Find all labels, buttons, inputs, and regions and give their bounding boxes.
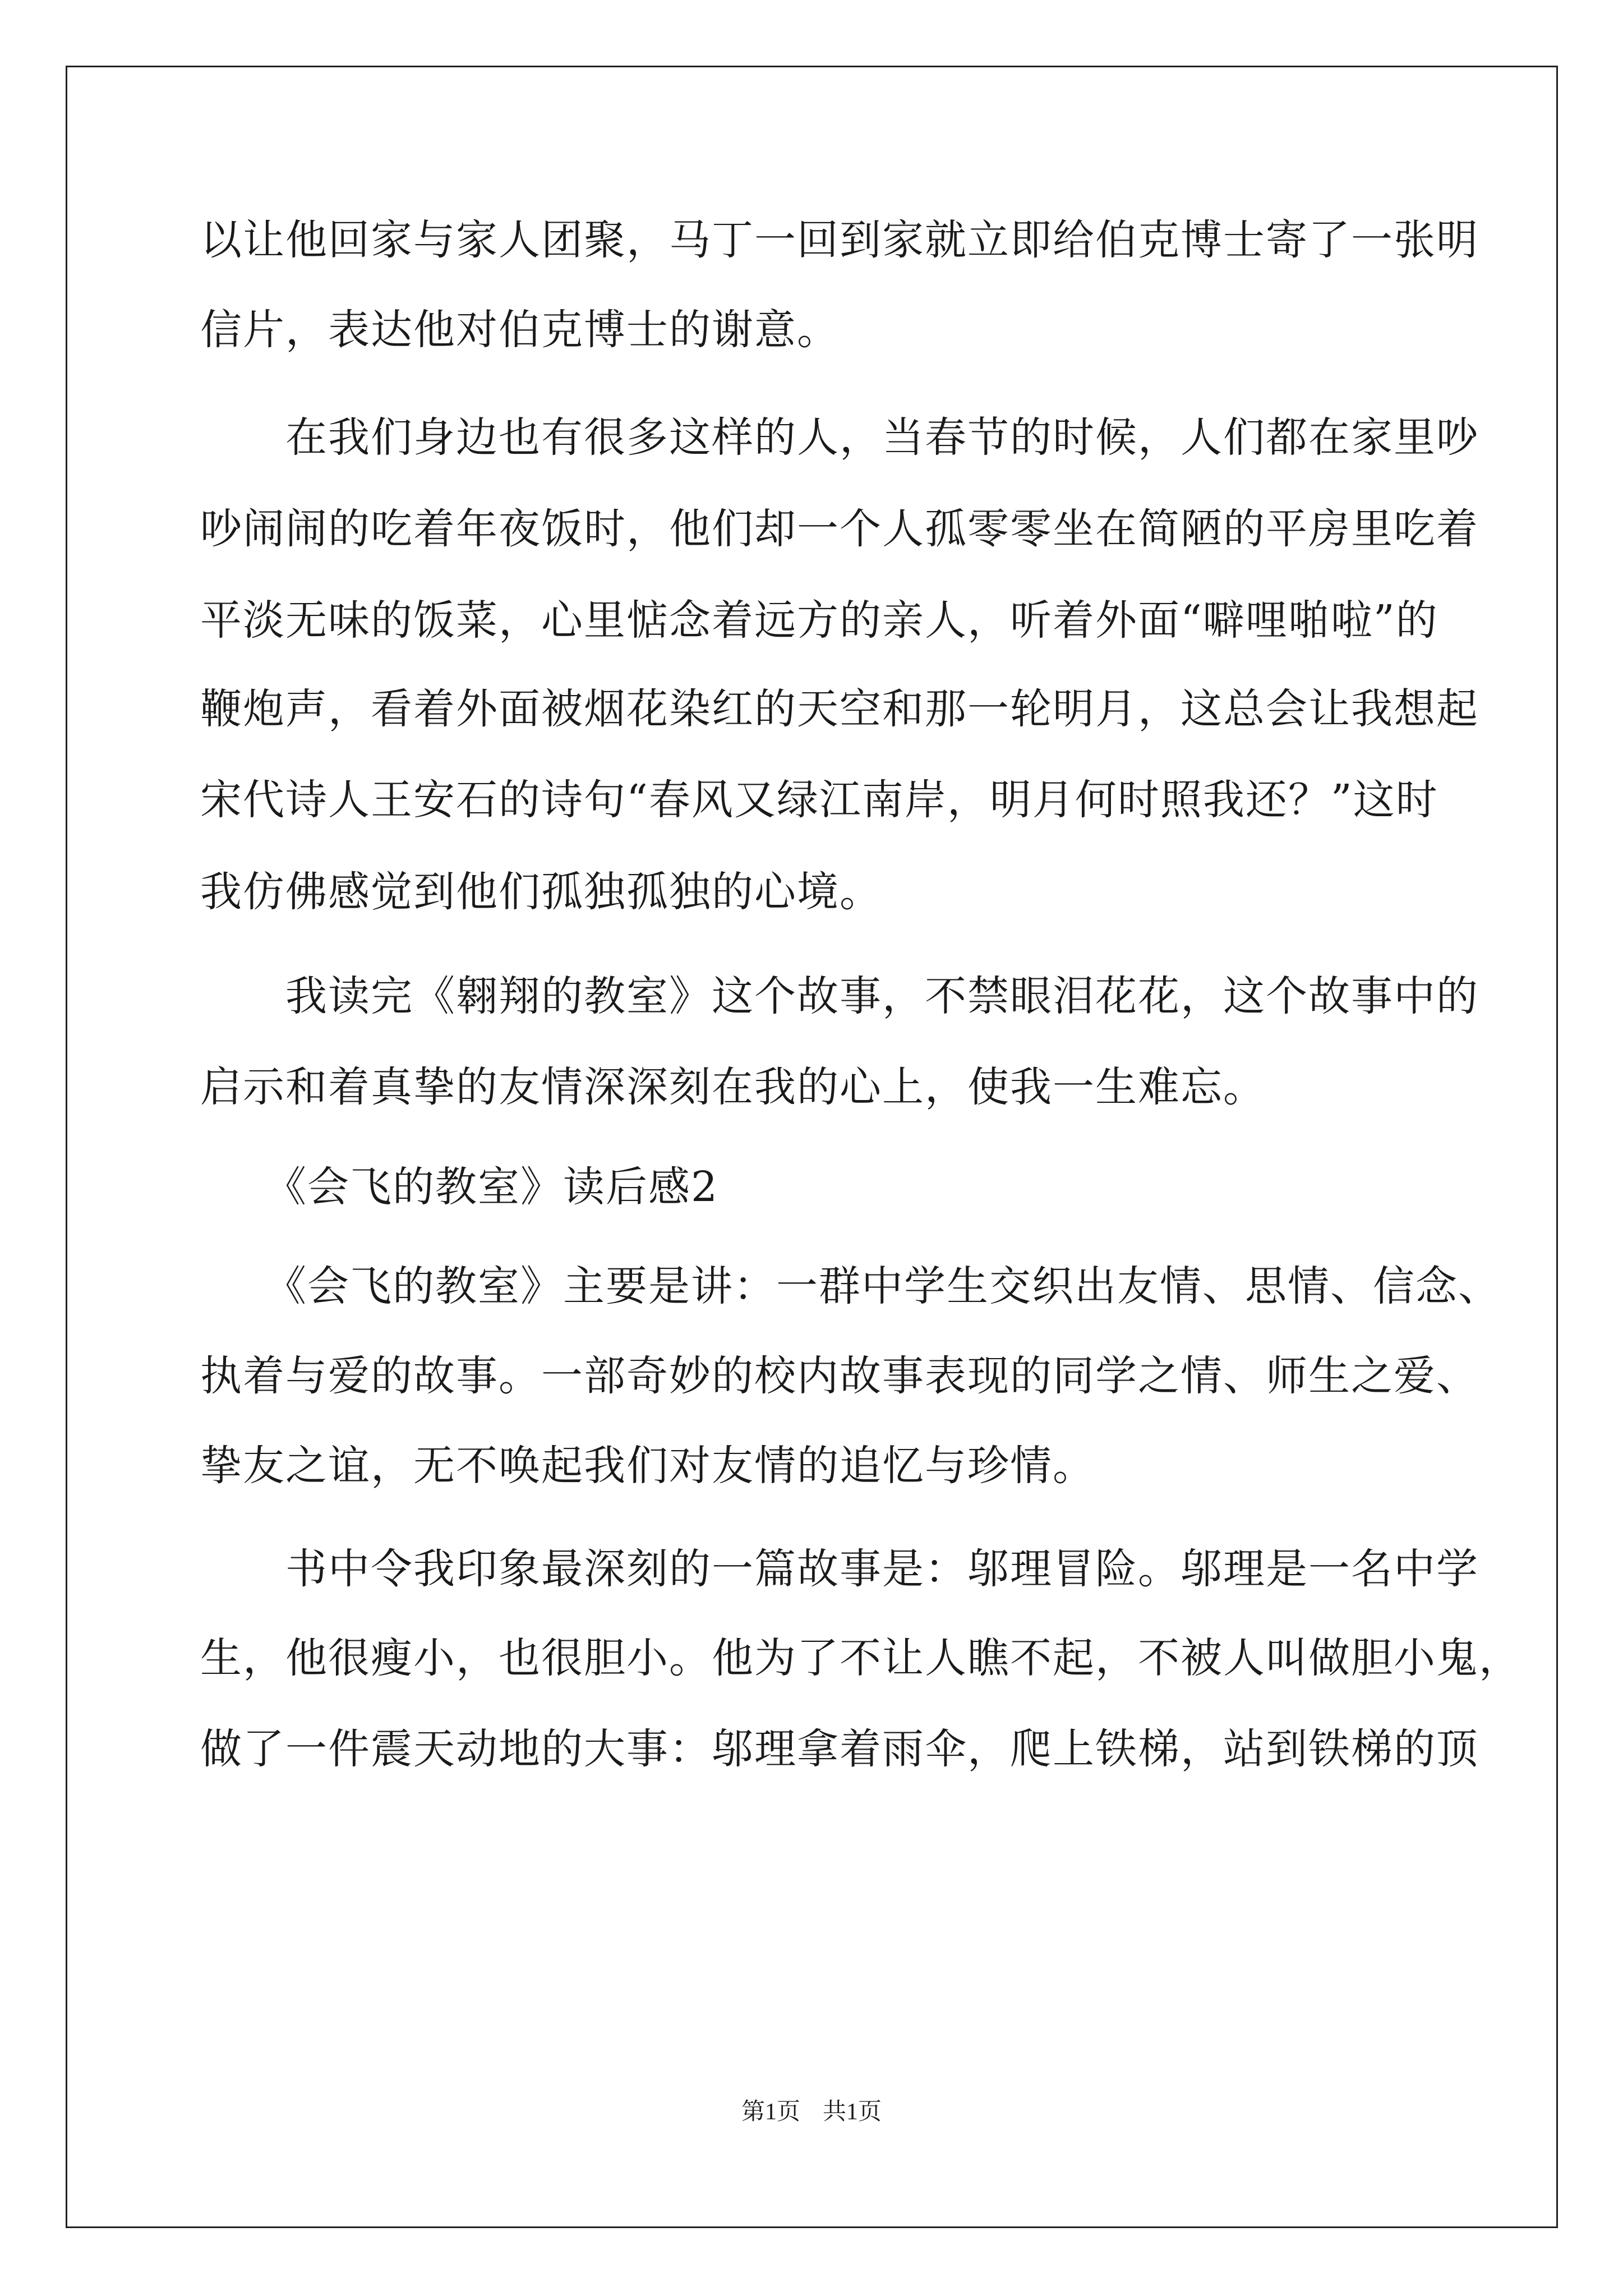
page-number: 第1页 [741, 2099, 800, 2125]
text-line: 做了一件震天动地的大事：邬理拿着雨伞，爬上铁梯，站到铁梯的顶 [200, 1725, 1479, 1773]
section-heading: 《会飞的教室》读后感2 [200, 1163, 719, 1211]
text-line: 平淡无味的饭菜，心里惦念着远方的亲人，听着外面“噼哩啪啦”的 [200, 596, 1438, 645]
text-line: 在我们身边也有很多这样的人，当春节的时候，人们都在家里吵 [200, 413, 1479, 462]
text-line: 启示和着真挚的友情深深刻在我的心上，使我一生难忘。 [200, 1063, 1266, 1111]
text-line: 我读完《翱翔的教室》这个故事，不禁眼泪花花，这个故事中的 [200, 972, 1479, 1020]
text-line: 以让他回家与家人团聚，马丁一回到家就立即给伯克博士寄了一张明 [200, 216, 1479, 264]
text-line: 吵闹闹的吃着年夜饭时，他们却一个人孤零零坐在简陋的平房里吃着 [200, 505, 1479, 553]
text-line: 我仿佛感觉到他们孤独孤独的心境。 [200, 868, 882, 916]
page-total: 共1页 [823, 2099, 882, 2125]
text-line: 信片，表达他对伯克博士的谢意。 [200, 306, 840, 354]
text-line: 挚友之谊，无不唤起我们对友情的追忆与珍情。 [200, 1442, 1095, 1490]
text-line: 执着与爱的故事。一部奇妙的校内故事表现的同学之情、师生之爱、 [200, 1352, 1479, 1400]
page-footer [0, 2095, 1623, 2129]
text-line: 鞭炮声，看着外面被烟花染红的天空和那一轮明月，这总会让我想起 [200, 685, 1479, 733]
text-line: 宋代诗人王安石的诗句“春风又绿江南岸，明月何时照我还？”这时 [200, 776, 1438, 824]
text-line: 《会飞的教室》主要是讲：一群中学生交织出友情、思情、信念、 [200, 1262, 1501, 1310]
text-line: 生，他很瘦小，也很胆小。他为了不让人瞧不起，不被人叫做胆小鬼， [200, 1634, 1521, 1682]
text-line: 书中令我印象最深刻的一篇故事是：邬理冒险。邬理是一名中学 [200, 1545, 1479, 1593]
